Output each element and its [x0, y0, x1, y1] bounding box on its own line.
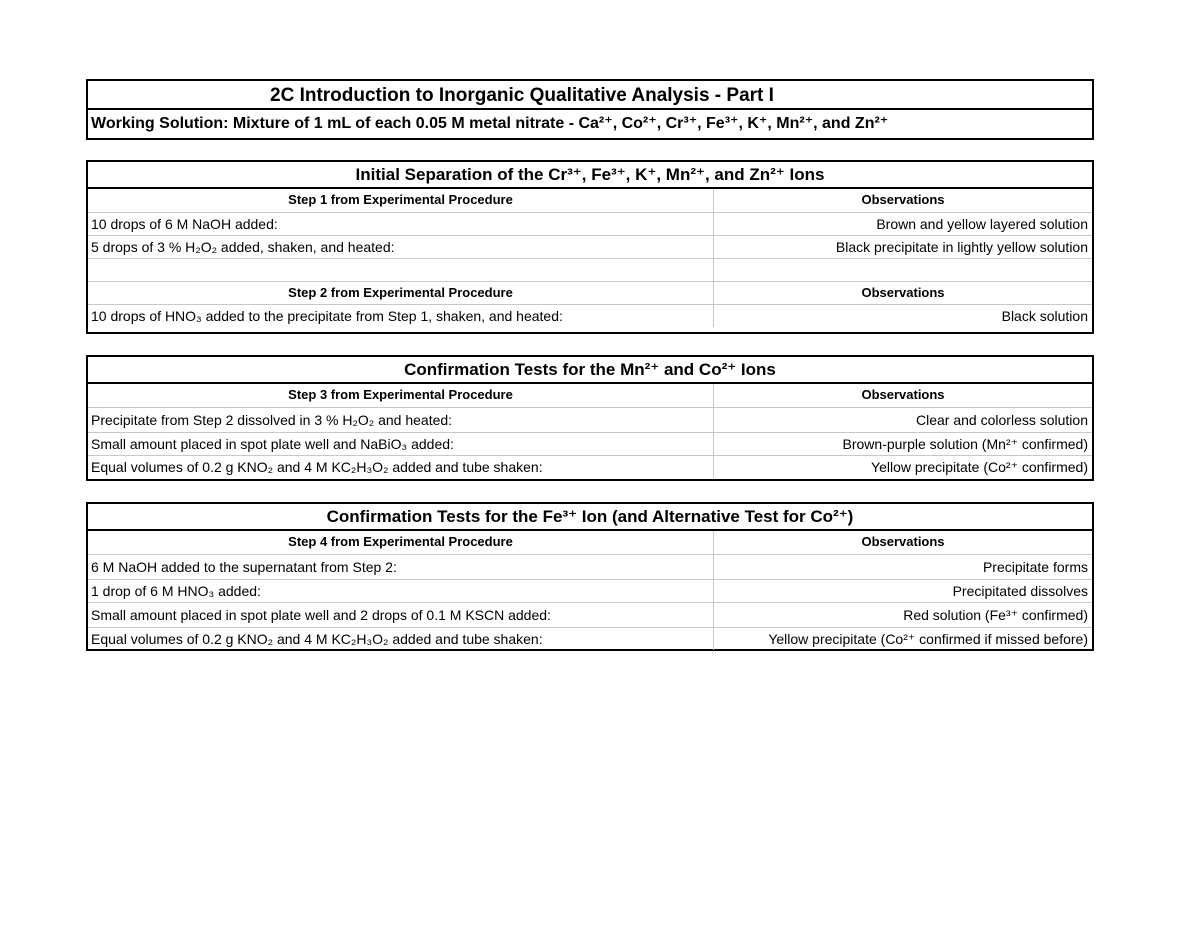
- empty-cell: [714, 259, 1092, 281]
- table-row: [88, 235, 1092, 258]
- empty-cell: [88, 259, 714, 281]
- procedure-cell: 6 M NaOH added to the supernatant from Step 2:: [88, 555, 714, 579]
- table-header-row: [88, 189, 1092, 212]
- header-box: [86, 79, 1094, 140]
- section-title: Confirmation Tests for the Mn²⁺ and Co²⁺ Ions: [88, 357, 1092, 384]
- observation-cell: Black precipitate in lightly yellow solution: [835, 239, 1088, 255]
- table-row: [88, 212, 1092, 235]
- section-initial-separation: [86, 160, 1094, 334]
- procedure-header: Step 1 from Experimental Procedure: [88, 189, 714, 212]
- observation-cell: Brown-purple solution (Mn²⁺ confirmed): [842, 436, 1088, 452]
- observation-cell: Yellow precipitate (Co²⁺ confirmed): [871, 459, 1088, 475]
- table-header-row: [88, 531, 1092, 554]
- procedure-cell: Small amount placed in spot plate well and 2 drops of 0.1 M KSCN added:: [88, 603, 714, 627]
- table-header-row: [88, 384, 1092, 407]
- document-title: 2C Introduction to Inorganic Qualitative Analysis - Part I: [88, 81, 1092, 110]
- observation-cell: Yellow precipitate (Co²⁺ confirmed if missed before): [768, 631, 1088, 647]
- procedure-header: Step 2 from Experimental Procedure: [88, 282, 714, 304]
- observation-cell: Red solution (Fe³⁺ confirmed): [903, 607, 1088, 623]
- section-fe-confirmation: [86, 502, 1094, 651]
- observations-header: Observations: [861, 534, 945, 549]
- procedure-cell: Small amount placed in spot plate well and NaBiO₃ added:: [88, 433, 714, 455]
- procedure-cell: 10 drops of HNO₃ added to the precipitate from Step 1, shaken, and heated:: [88, 305, 714, 327]
- procedure-cell: 10 drops of 6 M NaOH added:: [88, 213, 714, 235]
- table-row: [88, 455, 1092, 478]
- procedure-cell: Equal volumes of 0.2 g KNO₂ and 4 M KC₂H₃O₂ added and tube shaken:: [88, 628, 714, 650]
- procedure-cell: Precipitate from Step 2 dissolved in 3 % H₂O₂ and heated:: [88, 408, 714, 432]
- procedure-header: Step 4 from Experimental Procedure: [88, 531, 714, 554]
- observations-header: Observations: [861, 285, 945, 300]
- table-row: [88, 432, 1092, 455]
- working-solution: Working Solution: Mixture of 1 mL of each 0.05 M metal nitrate - Ca²⁺, Co²⁺, Cr³⁺, Fe³⁺, K⁺, Mn²⁺, and Zn²⁺: [91, 115, 889, 132]
- procedure-header: Step 3 from Experimental Procedure: [88, 384, 714, 407]
- observations-header: Observations: [861, 192, 945, 207]
- observation-cell: Black solution: [1001, 308, 1088, 324]
- procedure-cell: 1 drop of 6 M HNO₃ added:: [88, 580, 714, 602]
- observation-cell: Clear and colorless solution: [916, 412, 1088, 428]
- table-row: [88, 602, 1092, 627]
- section-title: Initial Separation of the Cr³⁺, Fe³⁺, K⁺, Mn²⁺, and Zn²⁺ Ions: [88, 162, 1092, 189]
- observation-cell: Precipitated dissolves: [952, 583, 1088, 599]
- observations-header: Observations: [861, 387, 945, 402]
- observation-cell: Brown and yellow layered solution: [876, 216, 1088, 232]
- section-mn-co-confirmation: [86, 355, 1094, 481]
- table-row: [88, 554, 1092, 579]
- table-row: [88, 407, 1092, 432]
- observation-cell: Precipitate forms: [982, 559, 1088, 575]
- table-row: [88, 579, 1092, 602]
- procedure-cell: 5 drops of 3 % H₂O₂ added, shaken, and heated:: [88, 236, 714, 258]
- table-row: [88, 627, 1092, 650]
- empty-row: [88, 258, 1092, 281]
- procedure-cell: Equal volumes of 0.2 g KNO₂ and 4 M KC₂H₃O₂ added and tube shaken:: [88, 456, 714, 478]
- table-header-row: [88, 281, 1092, 304]
- table-row: [88, 304, 1092, 327]
- section-title: Confirmation Tests for the Fe³⁺ Ion (and Alternative Test for Co²⁺): [88, 504, 1092, 531]
